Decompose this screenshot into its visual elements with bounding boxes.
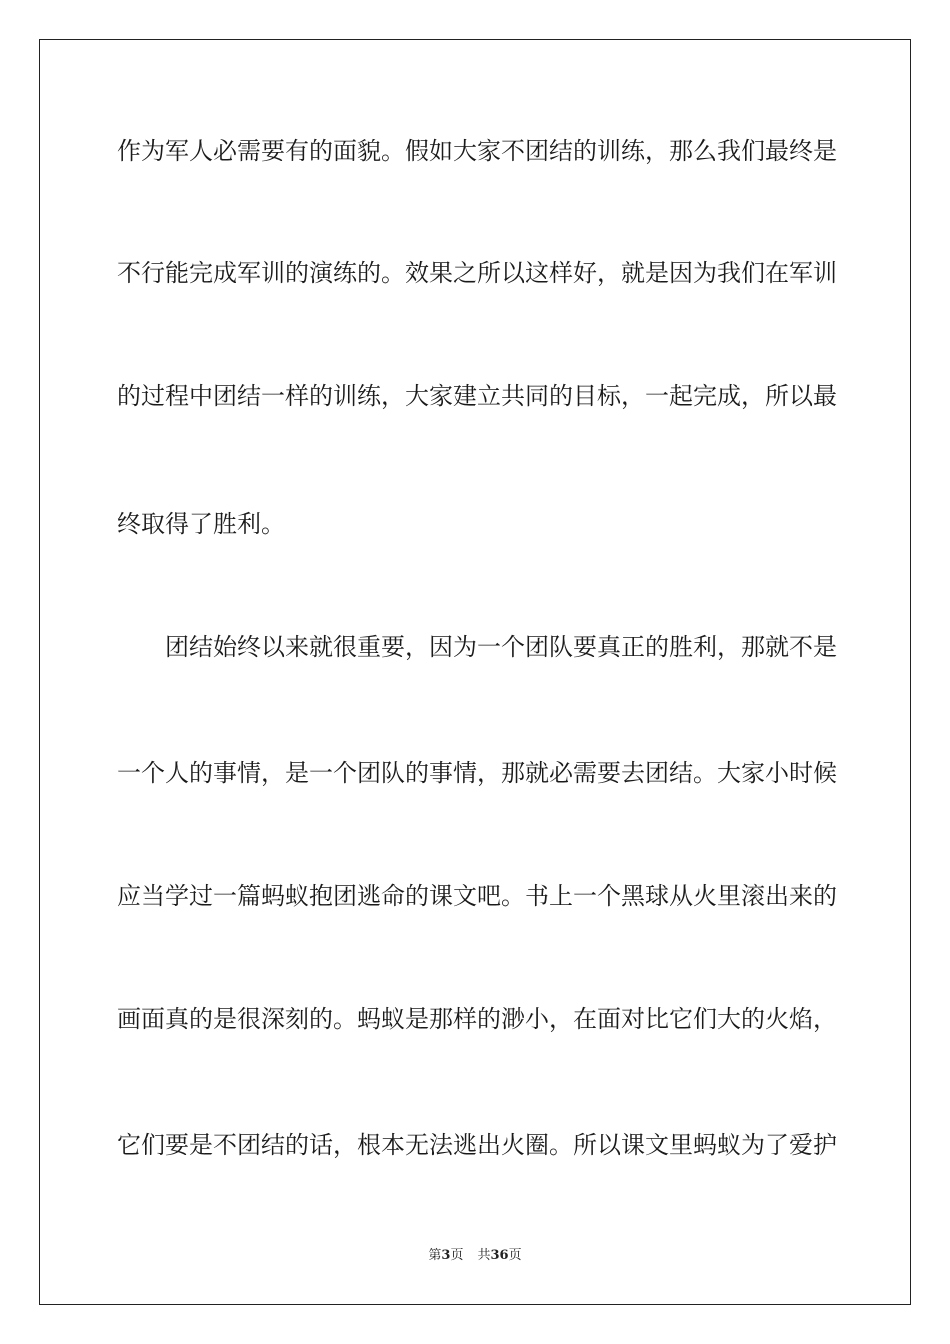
- footer-total-prefix: 共: [477, 1248, 491, 1263]
- body-text-line-4: 终取得了胜利。: [117, 510, 285, 538]
- body-text-line-7: 应当学过一篇蚂蚁抱团逃命的课文吧。书上一个黑球从火里滚出来的: [117, 882, 837, 910]
- body-text-line-8: 画面真的是很深刻的。蚂蚁是那样的渺小，在面对比它们大的火焰，: [117, 1005, 837, 1033]
- footer-total-pages: 36: [490, 1248, 509, 1263]
- body-text-line-6: 一个人的事情，是一个团队的事情，那就必需要去团结。大家小时候: [117, 759, 837, 787]
- footer-page-number: 3: [441, 1248, 451, 1263]
- body-text-line-1: 作为军人必需要有的面貌。假如大家不团结的训练，那么我们最终是: [117, 137, 837, 165]
- page-border: [39, 39, 911, 1305]
- footer-total-suffix: 页: [508, 1248, 522, 1263]
- body-text-line-2: 不行能完成军训的演练的。效果之所以这样好，就是因为我们在军训: [117, 259, 837, 287]
- page-footer: [0, 1247, 950, 1265]
- body-text-line-3: 的过程中团结一样的训练，大家建立共同的目标，一起完成，所以最: [117, 382, 837, 410]
- body-text-line-9: 它们要是不团结的话，根本无法逃出火圈。所以课文里蚂蚁为了爱护: [117, 1131, 837, 1159]
- footer-page-suffix: 页: [450, 1248, 464, 1263]
- footer-page-prefix: 第: [428, 1248, 442, 1263]
- paragraph-start-line: 团结始终以来就很重要，因为一个团队要真正的胜利，那就不是: [165, 633, 837, 661]
